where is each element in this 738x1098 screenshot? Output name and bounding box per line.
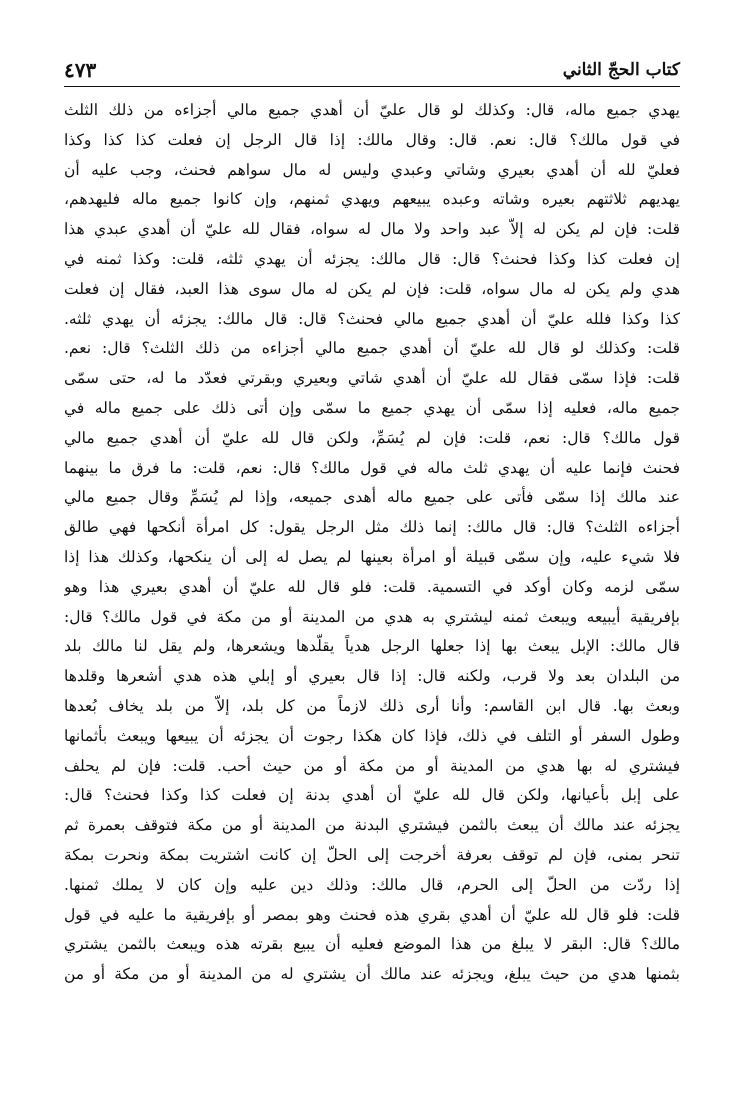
header-rule	[64, 86, 680, 87]
text-line: وطول السفر أو التلف في ذلك، فإذا كان هكذا رجوت أن يجزئه أن يبيعها ويبعث بأثمانها	[64, 726, 680, 745]
text-line: يهدي جميع ماله، قال: وكذلك لو قال عليّ أن أهدي جميع مالي أجزاءه من ذلك الثلث	[64, 101, 680, 119]
text-line: فيشتري له بها هدي من المدينة أو من مكة أو من حيث أحب. قلت: فإن لم يحلف	[64, 756, 680, 775]
text-line: تنحر بمنى، فإن لم توقف بعرفة أخرجت إلى الحلّ إن كانت اشتريت بمكة ونحرت بمكة	[64, 845, 680, 864]
text-line: كذا وكذا فلله عليّ أن أهدي جميع مالي فحنث؟ قال: قال مالك: يجزئه أن يهدي ثلثه.	[64, 309, 680, 328]
text-line: قلت: فإذا سمّى فقال لله عليّ أن أهدي شاتي وبعيري وبقرتي فعدّد ما له، حتى سمّى	[64, 369, 680, 388]
text-line: من البلدان بعد ولا قرب، ولكنه قال: إذا قال بعيري أو إبلي هذه هدي أشعرها وقلدها	[64, 667, 680, 686]
page-number: ٤٧٣	[64, 58, 97, 82]
text-line: قلت: وكذلك لو قال لله عليّ أن أهدي جميع مالي أجزاءه من ذلك الثلث؟ قال: نعم.	[64, 339, 680, 358]
text-line: بثمنها هدي من حيث يبلغ، ويجزئه عند مالك أن يشتري له من المدينة أو من مكة أو من	[64, 965, 680, 984]
text-line: في قول مالك؟ قال: نعم. قال: وقال مالك: إذا قال الرجل إن فعلت كذا كذا وكذا	[64, 130, 680, 149]
text-line: بإفريقية أيبيعه ويبعث ثمنه ليشتري به هدي من المدينة أو من مكة في قول مالك؟ قال:	[64, 607, 680, 626]
text-line: فحنث فإنما عليه أن يهدي ثلث ماله في قول مالك؟ قال: نعم، قلت: ما فرق ما بينهما	[64, 458, 680, 477]
text-line: فعليّ لله أن أهدي بعيري وشاتي وعبدي وليس له مال سواهم فحنث، وجب عليه أن	[64, 160, 680, 179]
body-text	[64, 96, 680, 990]
running-head	[64, 52, 680, 84]
text-line: إذا ردّت من الحلّ إلى الحرم، قال مالك: وذلك دين عليه وإن كان لا يملك ثمنها.	[64, 875, 680, 894]
book-title: كتاب الحجّ الثاني	[562, 60, 680, 80]
text-line: يجزئه عند مالك أن يبعث بالثمن فيشتري البدنة من المدينة أو من مكة فتوقف بعمرة ثم	[64, 816, 680, 835]
text-line: عند مالك إذا سمّى فأتى على جميع ماله أهدى جميعه، وإذا لم يُسَمِّ وقال جميع مالي	[64, 488, 680, 507]
text-line: هدي ولم يكن له مال سواه، قلت: فإن لم يكن له مال سوى هذا العبد، فقال إن فعلت	[64, 279, 680, 298]
text-line: فلا شيء عليه، وإن سمّى قبيلة أو امرأة بعينها لم يصل له إلى أن ينكحها، وكذلك هذا إذا	[64, 547, 680, 566]
text-line: قلت: فلو قال لله عليّ أن أهدي بقري هذه فحنث وهو بمصر أو بإفريقية ما عليه في قول	[64, 905, 680, 924]
text-line: أجزاءه الثلث؟ قال: قال مالك: إنما ذلك مثل الرجل يقول: كل امرأة أنكحها فهي طالق	[64, 518, 680, 537]
text-line: على إبل بأعيانها، ولكن قال لله عليّ أن أهدي بدنة إن فعلت كذا وكذا فحنث؟ قال:	[64, 786, 680, 805]
text-line: قول مالك؟ قال: نعم، قلت: فإن لم يُسَمِّ، ولكن قال لله عليّ أن أهدي جميع مالي	[64, 428, 680, 447]
text-line: إن فعلت كذا وكذا فحنث؟ قال: قال مالك: يجزئه أن يهدي ثلثه، قلت: وكذا ثمنه في	[64, 249, 680, 268]
text-line: سمّى لزمه وكان أوكد في التسمية. قلت: فلو قال لله عليّ أن أهدي بعيري هذا وهو	[64, 577, 680, 596]
text-line: يهديهم ثلاثتهم بعيره وشاته وعبده يبيعهم ويهدي ثمنهم، وإن كانوا جميع ماله فليهدهم،	[64, 190, 680, 209]
text-line: مالك؟ قال: البقر لا يبلغ من هذا الموضع فعليه أن يبيع بقرته هذه ويبعث بالثمن يشتري	[64, 935, 680, 954]
text-line: وبعث بها. قال ابن القاسم: وأنا أرى ذلك لازماً من كل بلد، إلاّ من بلد يخاف بُعدها	[64, 696, 680, 715]
text-line: قلت: فإن لم يكن له إلاّ عبد واحد ولا مال له سواه، فقال لله عليّ أن أهدي عبدي هذا	[64, 220, 680, 239]
text-line: قال مالك: الإبل يبعث بها إذا جعلها الرجل هدياً يقلّدها ويشعرها، ولم يقل لنا مالك بلد	[64, 637, 680, 656]
text-line: جميع ماله، فعليه إذا سمّى أن يهدي جميع ما سمّى وإن أتى ذلك على جميع ماله في	[64, 398, 680, 417]
